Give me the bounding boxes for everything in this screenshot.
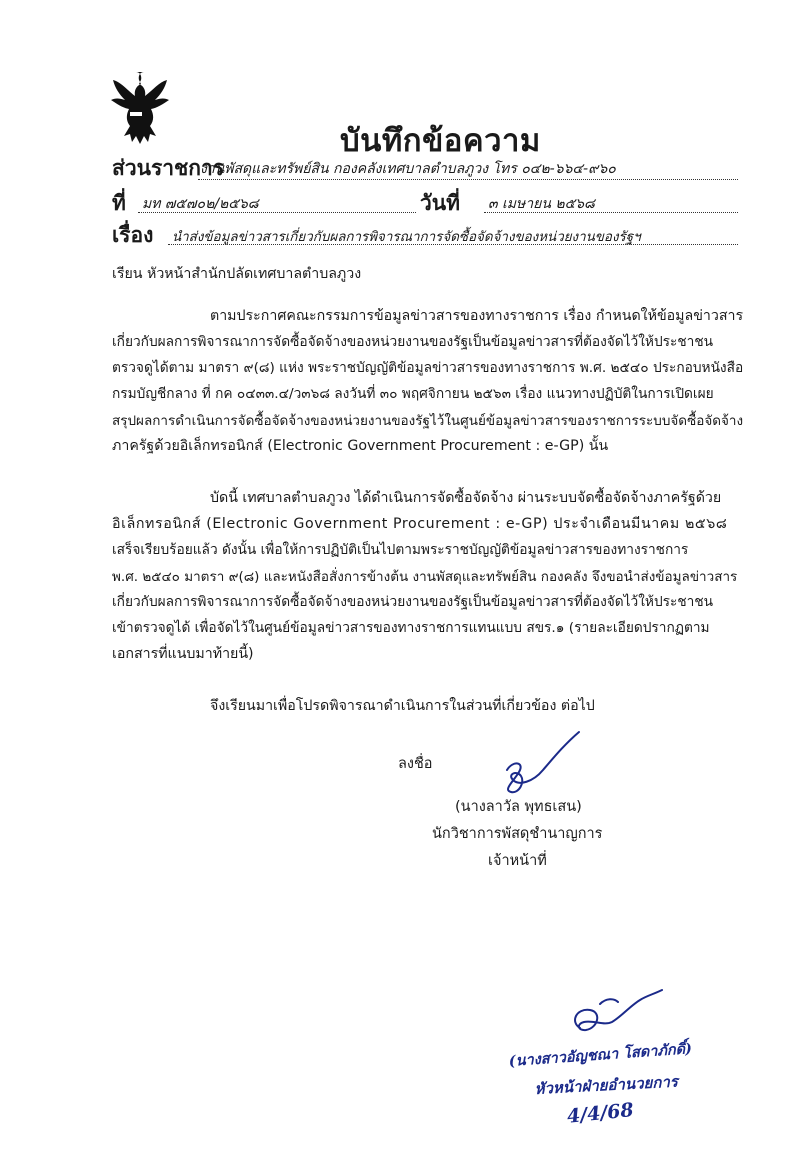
salutation: เรียน หัวหน้าสำนักปลัดเทศบาลตำบลภูวง	[112, 266, 362, 282]
ref-underline	[138, 212, 416, 213]
memo-title: บันทึกข้อความ	[340, 123, 541, 159]
date-label: วันที่	[420, 191, 460, 215]
agency-value: งานพัสดุและทรัพย์สิน กองคลังเทศบาลตำบลภูวง โทร ๐๔๒-๖๖๔-๙๖๐	[200, 161, 616, 177]
paragraph2-line: พ.ศ. ๒๕๔๐ มาตรา ๙(๘) และหนังสือสั่งการข้างต้น งานพัสดุและทรัพย์สิน กองคลัง จึงขอนำส่งข้อมูลข่าวสาร	[112, 569, 738, 585]
signer-position: นักวิชาการพัสดุชำนาญการ	[432, 826, 603, 842]
paragraph2-line: บัดนี้ เทศบาลตำบลภูวง ได้ดำเนินการจัดซื้อจัดจ้าง ผ่านระบบจัดซื้อจัดจ้างภาครัฐด้วย	[210, 490, 722, 506]
date-value: ๓ เมษายน ๒๕๖๘	[488, 196, 595, 212]
paragraph1-line: ตรวจดูได้ตาม มาตรา ๙(๘) แห่ง พระราชบัญญัติข้อมูลข่าวสารของทางราชการ พ.ศ. ๒๕๔๐ ประกอบหนังสือ	[112, 360, 744, 376]
signer-role: เจ้าหน้าที่	[488, 853, 547, 869]
approval-date: 4/4/68	[566, 1099, 635, 1128]
subject-underline	[168, 244, 738, 245]
subject-label: เรื่อง	[112, 223, 154, 247]
ref-value: มท ๗๕๗๐๒/๒๕๖๘	[142, 196, 259, 212]
approver-position: หัวหน้าฝ่ายอำนวยการ	[534, 1072, 679, 1098]
paragraph2-line: เกี่ยวกับผลการพิจารณาการจัดซื้อจัดจ้างของหน่วยงานของรัฐเป็นข้อมูลข่าวสารที่ต้องจัดไว้ให้ประชาชน	[112, 594, 713, 610]
signer-name: (นางลาวัล พุทธเสน)	[455, 799, 582, 815]
paragraph1-line: ภาครัฐด้วยอิเล็กทรอนิกส์ (Electronic Government Procurement : e-GP) นั้น	[112, 438, 609, 454]
paragraph1-line: กรมบัญชีกลาง ที่ กค ๐๔๓๓.๔/ว๓๖๘ ลงวันที่ ๓๐ พฤศจิกายน ๒๕๖๓ เรื่อง แนวทางปฏิบัติในการเปิดเผย	[112, 386, 714, 402]
closing-text: จึงเรียนมาเพื่อโปรดพิจารณาดำเนินการในส่วนที่เกี่ยวข้อง ต่อไป	[210, 698, 595, 714]
paragraph1-line: สรุปผลการดำเนินการจัดซื้อจัดจ้างของหน่วยงานของรัฐไว้ในศูนย์ข้อมูลข่าวสารของราชการระบบจัดซื้อจัดจ้าง	[112, 413, 744, 429]
garuda-emblem-icon	[100, 68, 172, 150]
paragraph2-line: เอกสารที่แนบมาท้ายนี้)	[112, 646, 254, 662]
paragraph2-line: เข้าตรวจดูได้ เพื่อจัดไว้ในศูนย์ข้อมูลข่าวสารของทางราชการแทนแบบ สขร.๑ (รายละเอียดปรากฏตาม	[112, 620, 710, 636]
paragraph2-line: เสร็จเรียบร้อยแล้ว ดังนั้น เพื่อให้การปฏิบัติเป็นไปตามพระราชบัญญัติข้อมูลข่าวสารของทางราชการ	[112, 542, 689, 558]
paragraph1-line: เกี่ยวกับผลการพิจารณาการจัดซื้อจัดจ้างของหน่วยงานของรัฐเป็นข้อมูลข่าวสารที่ต้องจัดไว้ให้ประชาชน	[112, 334, 713, 350]
agency-label: ส่วนราชการ	[112, 156, 225, 180]
ref-label: ที่	[112, 191, 126, 215]
approver-name: (นางสาวอัญชณา โสดาภักดิ์)	[508, 1040, 693, 1070]
agency-underline	[198, 179, 738, 180]
sign-label: ลงชื่อ	[398, 756, 433, 772]
paragraph2-line: อิเล็กทรอนิกส์ (Electronic Government Procurement : e-GP) ประจำเดือนมีนาคม ๒๕๖๘	[112, 516, 728, 532]
paragraph1-line: ตามประกาศคณะกรรมการข้อมูลข่าวสารของทางราชการ เรื่อง กำหนดให้ข้อมูลข่าวสาร	[210, 308, 744, 324]
subject-value: นำส่งข้อมูลข่าวสารเกี่ยวกับผลการพิจารณาการจัดซื้อจัดจ้างของหน่วยงานของรัฐฯ	[172, 230, 641, 245]
date-underline	[484, 212, 738, 213]
signature-mark	[495, 728, 595, 798]
